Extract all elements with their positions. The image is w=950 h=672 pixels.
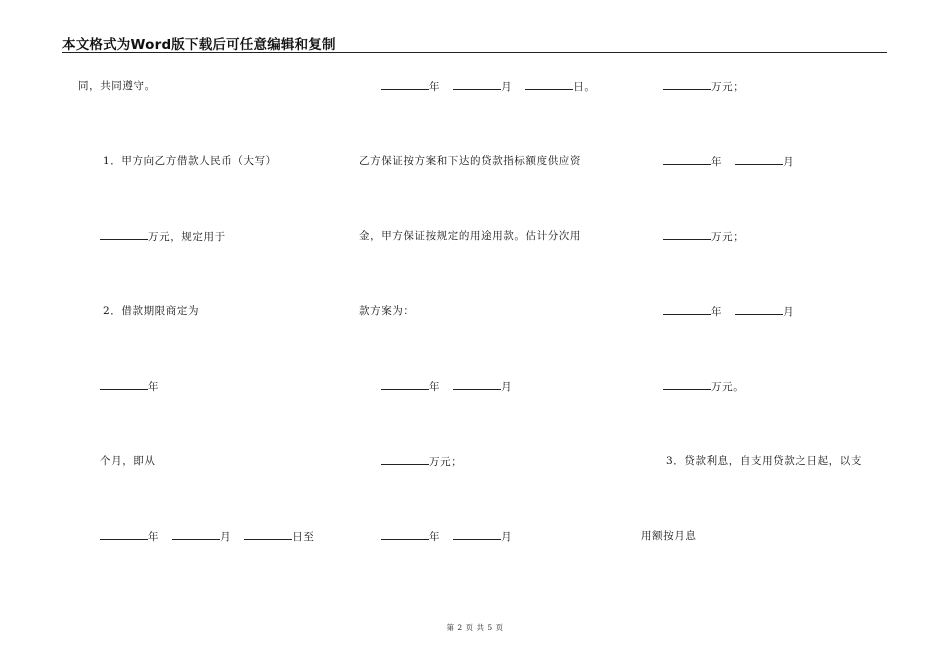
line-text: 万元。: [711, 381, 745, 393]
middle-line-4: [359, 304, 415, 318]
right-line-6: [666, 454, 862, 468]
middle-line-6: [381, 454, 462, 469]
line-text: 月: [783, 156, 795, 168]
month-blank[interactable]: [172, 529, 220, 540]
left-line-4: [103, 304, 199, 318]
line-text: 日至: [292, 531, 315, 543]
right-line-2: [663, 154, 794, 169]
left-line-2: [103, 154, 277, 168]
line-text: 年: [429, 531, 441, 543]
line-text: 月: [783, 306, 795, 318]
year-blank[interactable]: [663, 304, 711, 315]
line-text: 2．借款期限商定为: [103, 305, 200, 317]
line-text: 款方案为：: [359, 305, 415, 317]
middle-line-3: [359, 229, 581, 243]
left-line-5: [100, 379, 159, 394]
year-blank[interactable]: [381, 79, 429, 90]
page-number-footer: 第 2 页 共 5 页: [446, 623, 504, 632]
left-line-6: [100, 454, 156, 468]
year-blank[interactable]: [381, 529, 429, 540]
month-blank[interactable]: [735, 154, 783, 165]
line-text: 万元；: [429, 456, 463, 468]
line-text: 万元，规定用于: [148, 231, 226, 243]
line-text: 月: [501, 81, 513, 93]
day-blank[interactable]: [244, 529, 292, 540]
amount-blank[interactable]: [381, 454, 429, 465]
line-text: 月: [501, 381, 513, 393]
right-line-4: [663, 304, 794, 319]
line-text: 万元；: [711, 81, 745, 93]
line-text: 1．甲方向乙方借款人民币（大写）: [103, 155, 277, 167]
year-blank[interactable]: [100, 379, 148, 390]
middle-line-7: [381, 529, 512, 544]
line-text: 万元；: [711, 231, 745, 243]
line-text: 年: [429, 381, 441, 393]
left-line-1: [78, 79, 156, 93]
line-text: 年: [148, 381, 160, 393]
line-text: 金，甲方保证按规定的用途用款。估计分次用: [359, 230, 581, 242]
month-blank[interactable]: [453, 379, 501, 390]
left-line-3: [100, 229, 226, 244]
amount-blank[interactable]: [663, 79, 711, 90]
year-blank[interactable]: [663, 154, 711, 165]
line-text: 年: [148, 531, 160, 543]
right-line-1: [663, 79, 744, 94]
left-line-7: [100, 529, 314, 544]
right-line-5: [663, 379, 744, 394]
month-blank[interactable]: [453, 529, 501, 540]
amount-blank[interactable]: [100, 229, 148, 240]
line-text: 个月，即从: [100, 455, 156, 467]
line-text: 年: [711, 306, 723, 318]
amount-blank[interactable]: [663, 379, 711, 390]
day-blank[interactable]: [525, 79, 573, 90]
document-header-title: 本文格式为Word版下载后可任意编辑和复制: [62, 37, 336, 53]
line-text: 日。: [573, 81, 596, 93]
line-text: 年: [429, 81, 441, 93]
line-text: 年: [711, 156, 723, 168]
month-blank[interactable]: [735, 304, 783, 315]
month-blank[interactable]: [453, 79, 501, 90]
middle-line-2: [359, 154, 581, 168]
line-text: 乙方保证按方案和下达的贷款指标额度供应资: [359, 155, 581, 167]
line-text: 月: [220, 531, 232, 543]
line-text: 3．贷款利息，自支用贷款之日起，以支: [666, 455, 862, 467]
amount-blank[interactable]: [663, 229, 711, 240]
middle-line-1: [381, 79, 595, 94]
middle-line-5: [381, 379, 512, 394]
line-text: 用额按月息: [641, 530, 697, 542]
line-text: 同，共同遵守。: [78, 80, 156, 92]
year-blank[interactable]: [381, 379, 429, 390]
line-text: 月: [501, 531, 513, 543]
right-line-3: [663, 229, 744, 244]
year-blank[interactable]: [100, 529, 148, 540]
header-rule: [62, 52, 887, 53]
right-line-7: [641, 529, 697, 543]
